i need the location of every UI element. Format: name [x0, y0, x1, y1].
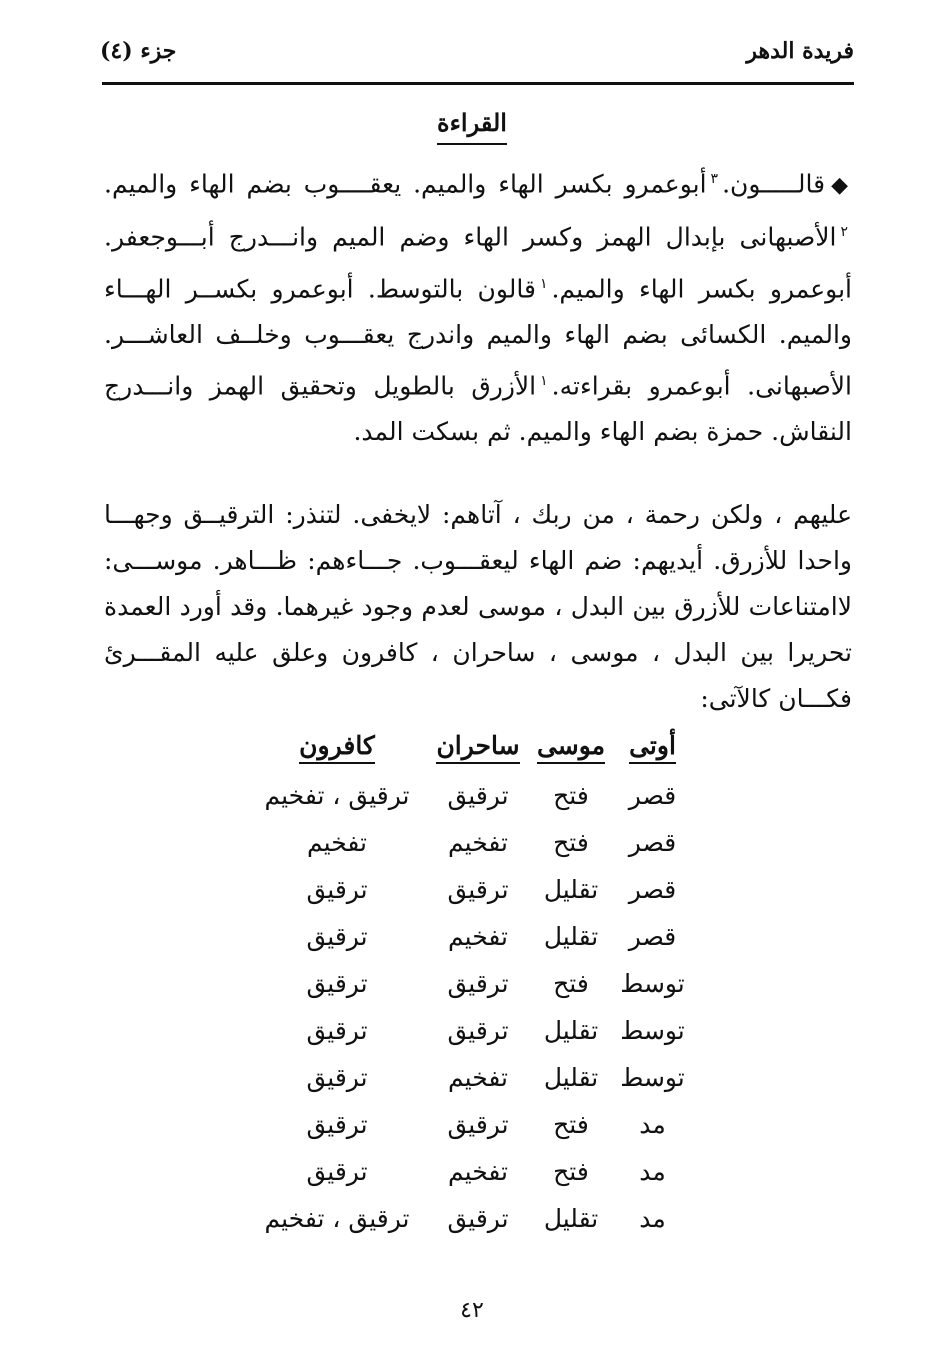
table-cell: مد: [639, 1110, 666, 1139]
para2-text: عليهم ، ولكن رحمة ، من ربك ، آتاهم: لايخفى. لتنذر: الترقيــق وجهـــا واحدا للأزرق. أيديهم: ضم الهاء ليعقـــوب. جـــاءهم: ظـــاهر. موســـى: لاامتناعات للأزرق بين البدل ، موسى لعدم وجود غيرهما. وقد أورد العمدة تحريرا بين البدل ، موسى ، ساحران ، كافرون وعلق عليه المقـــرئ فكـــان كالآتى:: [104, 500, 852, 713]
table-row: [250, 772, 695, 819]
page-number: ٤٢: [460, 1298, 484, 1323]
table-cell: ترقيق: [447, 1016, 509, 1045]
table-cell: ترقيق: [447, 1204, 509, 1233]
section-title-text: القراءة: [437, 108, 507, 145]
table-cell: فتح: [553, 1157, 589, 1186]
table-cell: تفخيم: [448, 922, 508, 951]
section-title: [0, 108, 944, 145]
table-cell: تفخيم: [448, 1157, 508, 1186]
table-cell: ترقيق: [306, 875, 368, 904]
table-cell: ترقيق: [447, 875, 509, 904]
table-header-cell: ساحران: [436, 731, 519, 764]
table-cell: ترقيق: [447, 969, 509, 998]
table-header-cell: موسى: [537, 731, 605, 764]
table-cell: تفخيم: [307, 828, 367, 857]
table-header-row: [250, 722, 695, 772]
table-cell: ترقيق: [306, 1157, 368, 1186]
table-cell: ترقيق ، تفخيم: [264, 781, 410, 810]
table-cell: مد: [639, 1204, 666, 1233]
book-title: فريدة الدهر: [746, 38, 854, 64]
table-header-cell: كافرون: [299, 731, 375, 764]
table-cell: ترقيق: [306, 1063, 368, 1092]
para1-segment-3: الأصبهانى بإبدال الهمز وكسر الهاء وضم الميم وانـــدرج أبـــوجعفر. أبوعمرو بكسر الهاء والميم.: [104, 222, 852, 303]
table-cell: تقليل: [543, 1016, 599, 1045]
table-cell: قصر: [628, 828, 677, 857]
footnote-marker-3: ٣: [710, 171, 719, 187]
footnote-marker-1a: ١: [539, 275, 548, 292]
table-cell: قصر: [628, 875, 677, 904]
table-cell: تقليل: [543, 922, 599, 951]
table-row: [250, 1195, 695, 1242]
table-row: [250, 1007, 695, 1054]
table-cell: ترقيق: [306, 1016, 368, 1045]
table-cell: قصر: [628, 781, 677, 810]
footnote-marker-2: ٢: [840, 224, 848, 241]
table-cell: ترقيق: [306, 969, 368, 998]
table-row: [250, 866, 695, 913]
table-cell: تقليل: [543, 1204, 599, 1233]
table-cell: فتح: [553, 828, 589, 857]
table-cell: ترقيق: [447, 781, 509, 810]
reading-table: [250, 722, 695, 1242]
table-cell: تفخيم: [448, 828, 508, 857]
reading-paragraph: [104, 156, 852, 455]
table-cell: تقليل: [543, 875, 599, 904]
table-cell: ترقيق: [306, 1110, 368, 1139]
table-cell: فتح: [553, 781, 589, 810]
commentary-paragraph: [104, 492, 852, 722]
table-cell: فتح: [553, 969, 589, 998]
table-row: [250, 1148, 695, 1195]
table-cell: فتح: [553, 1110, 589, 1139]
table-row: [250, 819, 695, 866]
table-cell: توسط: [620, 969, 685, 998]
para1-segment-2: أبوعمرو بكسر الهاء والميم. يعقــــوب بضم الهاء والميم.: [104, 169, 707, 199]
table-cell: ترقيق: [447, 1110, 509, 1139]
table-cell: توسط: [620, 1016, 685, 1045]
bullet-diamond-icon: ◆: [831, 173, 853, 199]
running-header: [100, 32, 854, 82]
para1-segment-4: قالون بالتوسط. أبوعمرو بكســر الهـــاء والميم. الكسائى بضم الهاء والميم واندرج يعقـــوب وخلــف العاشـــر. الأصبهانى. أبوعمرو بقراءته.: [104, 273, 852, 401]
header-rule: [102, 82, 854, 85]
table-row: [250, 913, 695, 960]
table-cell: تفخيم: [448, 1063, 508, 1092]
table-cell: قصر: [628, 922, 677, 951]
table-cell: مد: [639, 1157, 666, 1186]
table-cell: توسط: [620, 1063, 685, 1092]
table-cell: تقليل: [543, 1063, 599, 1092]
footnote-marker-1b: ١: [540, 372, 548, 389]
para1-segment-5: الأزرق بالطويل وتحقيق الهمز وانـــدرج النقاش. حمزة بضم الهاء والميم. ثم بسكت المد.: [104, 371, 852, 447]
table-row: [250, 1101, 695, 1148]
table-row: [250, 1054, 695, 1101]
part-label: جزء (٤): [100, 38, 177, 64]
table-header-cell: أوتى: [629, 731, 676, 764]
table-cell: ترقيق: [306, 922, 368, 951]
table-row: [250, 960, 695, 1007]
table-cell: ترقيق ، تفخيم: [264, 1204, 410, 1233]
para1-segment-1: قالـــــون.: [722, 169, 826, 199]
